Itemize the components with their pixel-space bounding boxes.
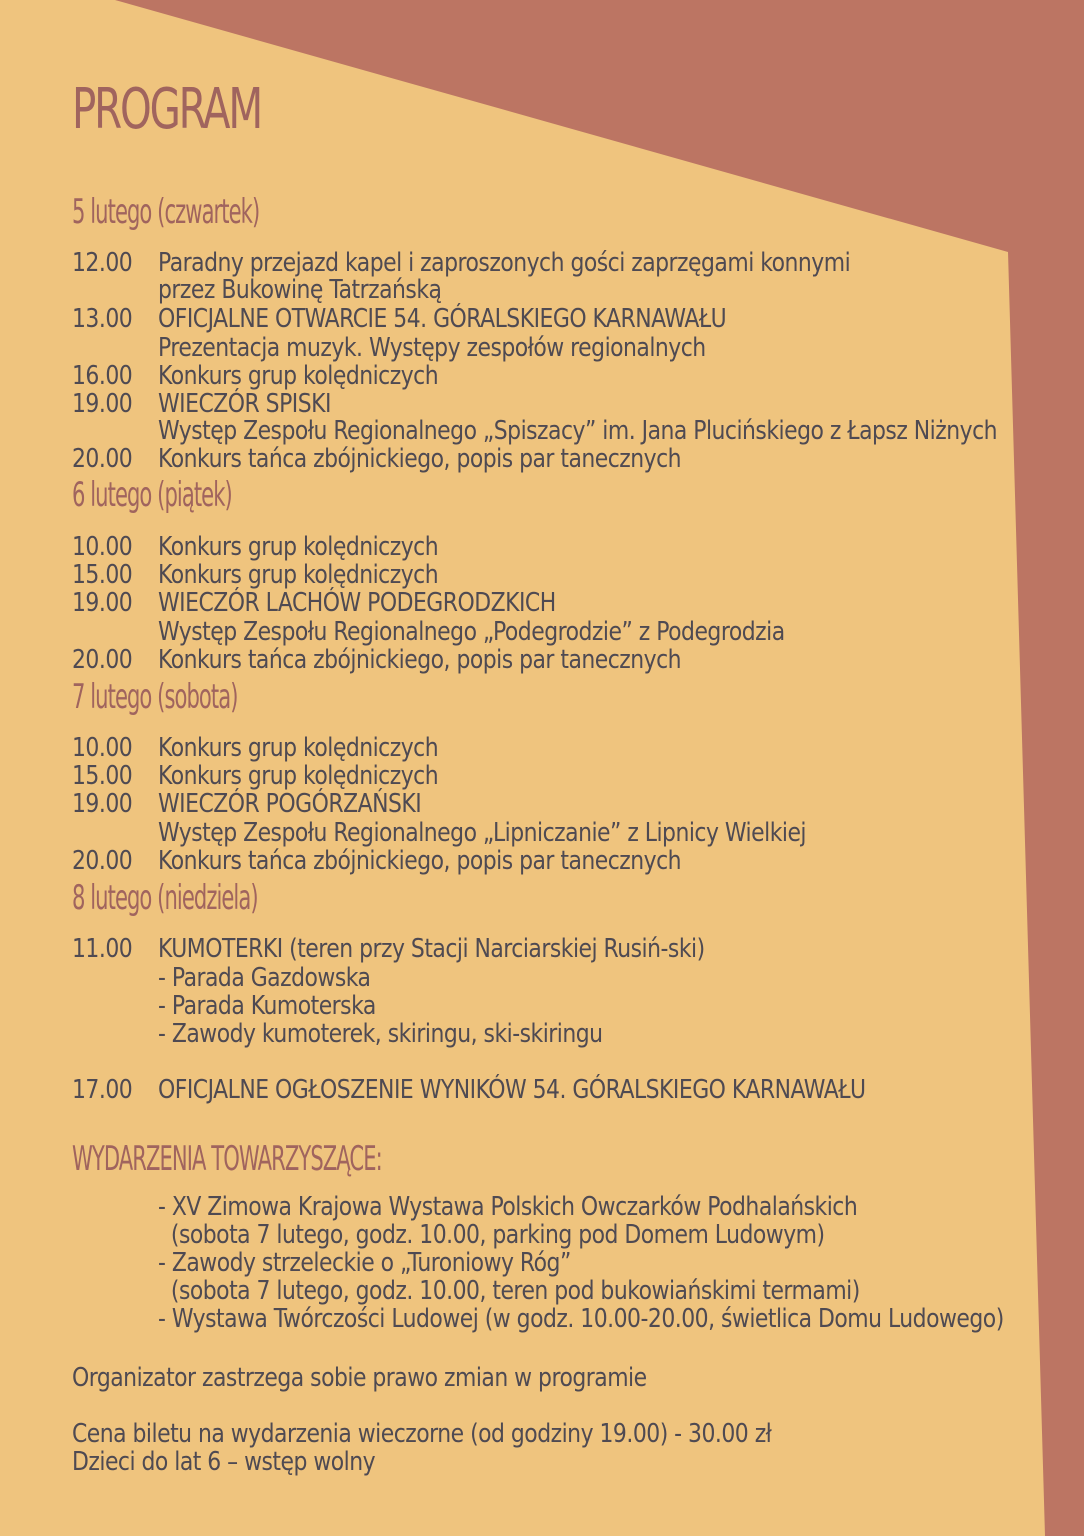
- entry-text: Konkurs tańca zbójnickiego, popis par tanecznych: [158, 846, 682, 876]
- side-event-line: - Zawody strzeleckie o „Turoniowy Róg”: [158, 1248, 571, 1278]
- entry-time: 15.00: [72, 560, 133, 590]
- entry-time: 15.00: [72, 761, 133, 791]
- entry-text: Konkurs grup kolędniczych: [158, 361, 439, 391]
- entry-time: 11.00: [72, 934, 133, 964]
- entry-text: WIECZÓR LACHÓW PODEGRODZKICH: [158, 588, 556, 618]
- children-note: Dzieci do lat 6 – wstęp wolny: [72, 1447, 376, 1477]
- entry-text: Konkurs grup kolędniczych: [158, 733, 439, 763]
- entry-text: Paradny przejazd kapel i zaproszonych gości zaprzęgami konnymi: [158, 248, 851, 278]
- entry-time: 17.00: [72, 1075, 133, 1105]
- entry-time: 20.00: [72, 645, 133, 675]
- side-event-line: - Wystawa Twórczości Ludowej (w godz. 10.00-20.00, świetlica Domu Ludowego): [158, 1304, 1004, 1334]
- ticket-price-note: Cena biletu na wydarzenia wieczorne (od godziny 19.00) - 30.00 zł: [72, 1419, 772, 1449]
- side-event-line: (sobota 7 lutego, godz. 10.00, parking pod Domem Ludowym): [158, 1220, 825, 1250]
- entry-time: 12.00: [72, 248, 133, 278]
- entry-text: Konkurs grup kolędniczych: [158, 532, 439, 562]
- entry-time: 19.00: [72, 588, 133, 618]
- entry-time: 19.00: [72, 789, 133, 819]
- entry-time: 13.00: [72, 304, 133, 334]
- entry-time: 10.00: [72, 532, 133, 562]
- entry-text: Występ Zespołu Regionalnego „Spiszacy” im. Jana Plucińskiego z Łapsz Niżnych: [158, 416, 998, 446]
- day-header-4: 8 lutego (niedziela): [72, 878, 258, 918]
- day-header-1: 5 lutego (czwartek): [72, 192, 260, 232]
- entry-text: Konkurs grup kolędniczych: [158, 761, 439, 791]
- entry-time: 20.00: [72, 444, 133, 474]
- entry-text: Prezentacja muzyk. Występy zespołów regionalnych: [158, 333, 706, 363]
- entry-time: 19.00: [72, 389, 133, 419]
- entry-text: KUMOTERKI (teren przy Stacji Narciarskiej Rusiń-ski): [158, 934, 705, 964]
- entry-text: OFICJALNE OGŁOSZENIE WYNIKÓW 54. GÓRALSKIEGO KARNAWAŁU: [158, 1075, 866, 1105]
- entry-text: Konkurs tańca zbójnickiego, popis par tanecznych: [158, 444, 682, 474]
- page-title: PROGRAM: [72, 77, 261, 142]
- entry-text: Występ Zespołu Regionalnego „Podegrodzie” z Podegrodzia: [158, 617, 785, 647]
- entry-text: OFICJALNE OTWARCIE 54. GÓRALSKIEGO KARNAWAŁU: [158, 304, 727, 334]
- side-events-title: WYDARZENIA TOWARZYSZĄCE:: [72, 1139, 382, 1179]
- side-event-line: - XV Zimowa Krajowa Wystawa Polskich Owczarków Podhalańskich: [158, 1192, 858, 1222]
- entry-text: - Parada Kumoterska: [158, 991, 376, 1021]
- disclaimer-note: Organizator zastrzega sobie prawo zmian w programie: [72, 1363, 647, 1393]
- side-event-line: (sobota 7 lutego, godz. 10.00, teren pod bukowiańskimi termami): [158, 1276, 860, 1306]
- entry-text: przez Bukowinę Tatrzańską: [158, 275, 442, 305]
- entry-text: Występ Zespołu Regionalnego „Lipniczanie” z Lipnicy Wielkiej: [158, 818, 807, 848]
- entry-text: - Parada Gazdowska: [158, 963, 371, 993]
- entry-text: Konkurs grup kolędniczych: [158, 560, 439, 590]
- entry-text: WIECZÓR POGÓRZAŃSKI: [158, 789, 422, 819]
- entry-time: 10.00: [72, 733, 133, 763]
- entry-time: 20.00: [72, 846, 133, 876]
- entry-text: WIECZÓR SPISKI: [158, 389, 331, 419]
- day-header-2: 6 lutego (piątek): [72, 475, 232, 515]
- day-header-3: 7 lutego (sobota): [72, 677, 238, 717]
- entry-text: - Zawody kumoterek, skiringu, ski-skiringu: [158, 1019, 603, 1049]
- entry-time: 16.00: [72, 361, 133, 391]
- entry-text: Konkurs tańca zbójnickiego, popis par tanecznych: [158, 645, 682, 675]
